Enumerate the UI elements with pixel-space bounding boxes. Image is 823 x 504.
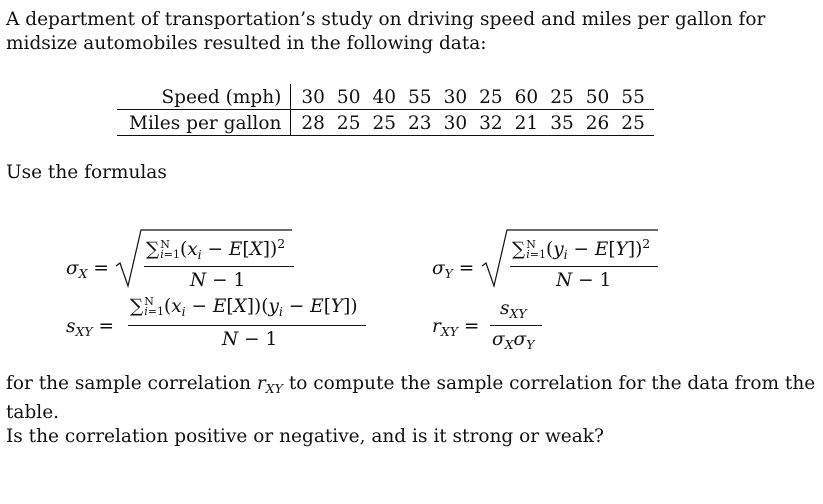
mpg-cell: 25 xyxy=(366,110,402,136)
speed-cell: 55 xyxy=(615,84,654,110)
table-row-mpg xyxy=(117,110,654,136)
formula-s-xy: $s_{XY}$ = ∑N $i=1(x_i - E[X])(y_i - E[Y])$ N − 1 xyxy=(66,296,386,352)
speed-cell: 30 xyxy=(438,84,474,110)
mpg-cell: 25 xyxy=(331,110,367,136)
speed-cell: 25 xyxy=(544,84,580,110)
use-formulas-text: Use the formulas xyxy=(6,162,167,183)
mpg-cell: 28 xyxy=(291,110,331,136)
formula-sigma-y: $\sigma_Y$ = ∑N $i=1(y_i - E[Y])^2$ N − 1 xyxy=(432,228,672,298)
speed-cell: 55 xyxy=(402,84,438,110)
speed-cell: 40 xyxy=(366,84,402,110)
mpg-cell: 32 xyxy=(473,110,509,136)
mpg-cell: 25 xyxy=(615,110,654,136)
conclusion-question: Is the correlation positive or negative, and is it strong or weak? xyxy=(6,426,604,447)
conclusion-paragraph xyxy=(6,372,816,449)
conclusion-after: to compute the sample correlation for the data from the table. xyxy=(6,373,816,423)
mpg-cell: 30 xyxy=(438,110,474,136)
mpg-cell: 21 xyxy=(509,110,545,136)
data-table xyxy=(117,84,654,136)
speed-cell: 30 xyxy=(291,84,331,110)
table-row-speed xyxy=(117,84,654,110)
row-label-speed: Speed (mph) xyxy=(117,84,291,110)
conclusion-before: for the sample correlation xyxy=(6,373,252,394)
formula-r-xy: $r_{XY}$ = $s_{XY}$ $\sigma_X\sigma_Y$ xyxy=(432,296,592,352)
mpg-cell: 35 xyxy=(544,110,580,136)
speed-cell: 50 xyxy=(331,84,367,110)
speed-cell: 50 xyxy=(580,84,616,110)
speed-cell: 25 xyxy=(473,84,509,110)
row-label-mpg: Miles per gallon xyxy=(117,110,291,136)
speed-cell: 60 xyxy=(509,84,545,110)
r-xy-symbol: $r_{XY}$ xyxy=(256,373,283,396)
formula-sigma-x: $\sigma_X$ = ∑N $i=1(x_i - E[X])^2$ N − 1 xyxy=(66,228,306,298)
intro-paragraph: A department of transportation’s study on driving speed and miles per gallon for midsize automobiles resulted in the following data: xyxy=(6,9,766,54)
mpg-cell: 26 xyxy=(580,110,616,136)
mpg-cell: 23 xyxy=(402,110,438,136)
